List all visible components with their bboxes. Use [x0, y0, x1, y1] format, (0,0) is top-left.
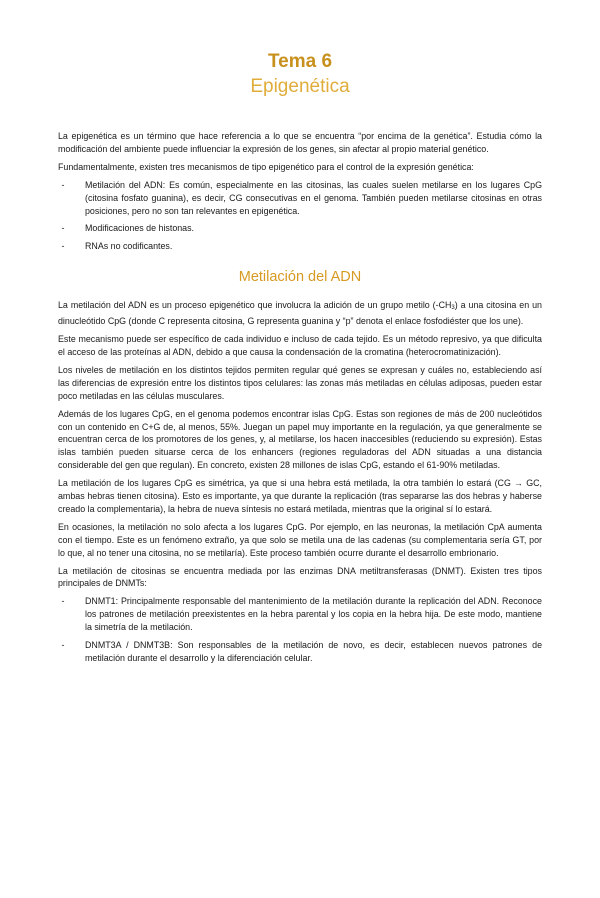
page-subtitle: Epigenética	[250, 76, 350, 97]
section-paragraph-3: Los niveles de metilación en los distintos tejidos permiten regular qué genes se expresan y cuáles no, estableciendo así las diferencias de expresión entre los distintos tipos celulares: las zonas más metiladas en células adiposas, pueden estar poco metiladas en las células musculares.	[58, 364, 542, 401]
list-item: - DNMT3A / DNMT3B: Son responsables de la metilación de novo, es decir, establecen nuevos patrones de metilación durante el desarrollo y la diferenciación celular.	[85, 639, 542, 665]
page-title: Tema 6	[267, 51, 333, 72]
intro-paragraph-2: Fundamentalmente, existen tres mecanismos de tipo epigenético para el control de la expresión genética:	[58, 161, 474, 172]
dash-bullet: -	[61, 223, 65, 234]
section-paragraph-5: La metilación de los lugares CpG es simétrica, ya que si una hebra está metilada, la otra también lo estará (CG → GC, ambas hebras tienen citosina). Esto es importante, ya que durante la replicación (tras separarse las dos hebras y haberse creado la complementaria), la hebra de nueva síntesis no estará metilada, mientras que la original sí lo estará.	[58, 478, 542, 514]
list-item: - RNAs no codificantes.	[85, 240, 542, 253]
document-page	[0, 50, 600, 898]
section-paragraph-6: En ocasiones, la metilación no solo afecta a los lugares CpG. Por ejemplo, en las neuronas, la metilación CpA aumenta con el tiempo. Este es un fenómeno extraño, ya que solo se metila una de las cadenas (su complementaria sería GT, por lo que, al no tener una citosina, no se metilaría). Este proceso también ocurre durante el desarrollo embrionario.	[58, 521, 542, 558]
list-item: - Metilación del ADN: Es común, especialmente en las citosinas, las cuales suelen metilarse en los lugares CpG (citosina fosfato guanina), es decir, CG consecutivas en el genoma. También pueden metilarse citosinas en otras posiciones, pero no son tan relevantes en epigenética.	[85, 179, 542, 218]
list-item: - DNMT1: Principalmente responsable del mantenimiento de la metilación durante la replicación del ADN. Reconoce los patrones de metilación preexistentes en la hebra parental y los copia en la hebra hija. De este modo, mantiene la simetría de la metilación.	[85, 595, 542, 634]
dash-bullet: -	[61, 640, 65, 651]
section-paragraph-4: Además de los lugares CpG, en el genoma podemos encontrar islas CpG. Estas son regiones de más de 200 nucleótidos con un contenido en C+G de, al menos, 55%. Juegan un papel muy importante en la regulación, ya que generalmente se encuentran cerca de los promotores de los genes, y, al metilarse, los hacen inaccesibles (reduciendo su expresión). Estas islas también pueden situarse cerca de los enhancers (regiones reguladoras del ADN situadas a una distancia considerable del gen que regulan). En concreto, existen 28 millones de islas CpG, estando el 61-90% metiladas.	[58, 408, 542, 471]
section-heading: Metilación del ADN	[238, 269, 362, 286]
section-paragraph-2: Este mecanismo puede ser específico de cada individuo e incluso de cada tejido. Es un método represivo, ya que dificulta el acceso de las proteínas al ADN, debido a que causa la condensación de la cromatina (heterocromatinización).	[58, 334, 542, 357]
list-item: - Modificaciones de histonas.	[85, 222, 542, 235]
mechanisms-list	[58, 179, 542, 254]
intro-paragraph-1: La epigenética es un término que hace referencia a lo que se encuentra “por encima de la genética”. Estudia cómo la modificación del ambiente puede influenciar la expresión de los genes, sin afectar al propio material genético.	[58, 131, 542, 154]
dnmt-list	[58, 595, 542, 665]
section-paragraph-7: La metilación de citosinas se encuentra mediada por las enzimas DNA metiltransferasas (DNMT). Existen tres tipos principales de DNMTs:	[58, 565, 542, 589]
dash-bullet: -	[61, 179, 65, 190]
dash-bullet: -	[61, 241, 65, 252]
dash-bullet: -	[61, 596, 65, 607]
section-paragraph-1: La metilación del ADN es un proceso epigenético que involucra la adición de un grupo metilo $(-CH_3)$ a una citosina en un dinucleótido CpG (donde C representa citosina, G representa guanina y “p” denota el enlace fosfodiéster que los une).	[58, 300, 542, 327]
